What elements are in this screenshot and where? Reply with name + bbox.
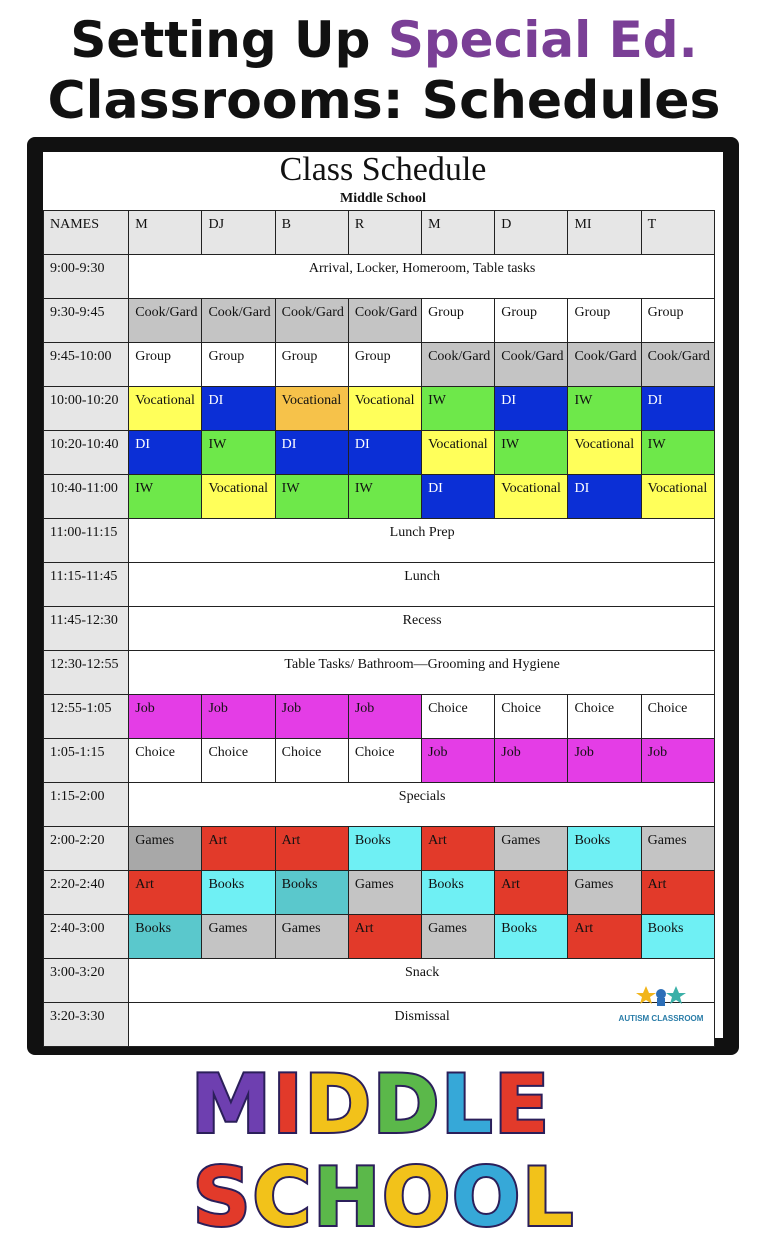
logo-figures-icon (606, 982, 716, 1012)
time-slot-cell: 12:30-12:55 (44, 651, 129, 695)
activity-cell: Group (202, 343, 275, 387)
activity-cell: IW (202, 431, 275, 475)
activity-cell: Choice (202, 739, 275, 783)
activity-cell: Books (641, 915, 714, 959)
activity-cell: IW (348, 475, 421, 519)
whole-class-activity-cell: Lunch Prep (129, 519, 715, 563)
table-row (44, 255, 715, 299)
table-row (44, 651, 715, 695)
table-row (44, 343, 715, 387)
activity-cell: Games (495, 827, 568, 871)
footer-letter: L (522, 1151, 576, 1244)
activity-cell: IW (129, 475, 202, 519)
time-slot-cell: 10:20-10:40 (44, 431, 129, 475)
activity-cell: DI (129, 431, 202, 475)
activity-cell: Vocational (202, 475, 275, 519)
activity-cell: Vocational (568, 431, 641, 475)
document-title: Class Schedule (279, 151, 487, 188)
activity-cell: Games (641, 827, 714, 871)
activity-cell: DI (275, 431, 348, 475)
whole-class-activity-cell: Lunch (129, 563, 715, 607)
activity-cell: Games (275, 915, 348, 959)
activity-cell: Art (495, 871, 568, 915)
footer-letter: I (272, 1058, 305, 1151)
time-slot-cell: 12:55-1:05 (44, 695, 129, 739)
student-column-header: MI (568, 211, 641, 255)
banner-line-1-accent: Special Ed. (387, 11, 698, 69)
whole-class-activity-cell: Arrival, Locker, Homeroom, Table tasks (129, 255, 715, 299)
time-slot-cell: 2:20-2:40 (44, 871, 129, 915)
activity-cell: Cook/Gard (422, 343, 495, 387)
activity-cell: Job (422, 739, 495, 783)
table-row (44, 607, 715, 651)
time-slot-cell: 9:00-9:30 (44, 255, 129, 299)
activity-cell: Art (129, 871, 202, 915)
activity-cell: Choice (641, 695, 714, 739)
footer-banner (0, 1058, 768, 1244)
activity-cell: DI (348, 431, 421, 475)
whole-class-activity-cell: Table Tasks/ Bathroom—Grooming and Hygiene (129, 651, 715, 695)
activity-cell: IW (422, 387, 495, 431)
activity-cell: Games (568, 871, 641, 915)
footer-letter: S (192, 1151, 253, 1244)
activity-cell: DI (568, 475, 641, 519)
time-slot-cell: 3:00-3:20 (44, 959, 129, 1003)
activity-cell: DI (641, 387, 714, 431)
time-slot-cell: 2:40-3:00 (44, 915, 129, 959)
whole-class-activity-cell: Specials (129, 783, 715, 827)
activity-cell: Group (348, 343, 421, 387)
activity-cell: Art (641, 871, 714, 915)
footer-letter: L (441, 1058, 495, 1151)
time-slot-cell: 2:00-2:20 (44, 827, 129, 871)
table-row (44, 563, 715, 607)
activity-cell: Art (202, 827, 275, 871)
footer-letter: E (494, 1058, 551, 1151)
footer-letter: M (191, 1058, 273, 1151)
activity-cell: IW (641, 431, 714, 475)
footer-letter: O (452, 1151, 523, 1244)
table-row (44, 739, 715, 783)
autism-classroom-logo (606, 982, 716, 1030)
activity-cell: Job (129, 695, 202, 739)
activity-cell: Choice (275, 739, 348, 783)
activity-cell: Choice (495, 695, 568, 739)
activity-cell: Books (568, 827, 641, 871)
table-row (44, 475, 715, 519)
time-slot-cell: 11:00-11:15 (44, 519, 129, 563)
student-column-header: M (129, 211, 202, 255)
time-slot-cell: 3:20-3:30 (44, 1003, 129, 1047)
activity-cell: Vocational (129, 387, 202, 431)
activity-cell: IW (275, 475, 348, 519)
table-header-row (44, 211, 715, 255)
activity-cell: Group (495, 299, 568, 343)
logo-text: AUTISM CLASSROOM (618, 1014, 704, 1023)
names-header: NAMES (44, 211, 129, 255)
activity-cell: Group (568, 299, 641, 343)
activity-cell: Cook/Gard (275, 299, 348, 343)
activity-cell: Cook/Gard (348, 299, 421, 343)
student-column-header: B (275, 211, 348, 255)
time-slot-cell: 9:30-9:45 (44, 299, 129, 343)
activity-cell: Choice (422, 695, 495, 739)
student-column-header: D (495, 211, 568, 255)
activity-cell: Games (129, 827, 202, 871)
activity-cell: Books (495, 915, 568, 959)
table-row (44, 299, 715, 343)
activity-cell: IW (495, 431, 568, 475)
time-slot-cell: 10:00-10:20 (44, 387, 129, 431)
footer-letter: O (382, 1151, 453, 1244)
time-slot-cell: 1:15-2:00 (44, 783, 129, 827)
table-row (44, 915, 715, 959)
activity-cell: Group (641, 299, 714, 343)
activity-cell: Job (275, 695, 348, 739)
activity-cell: DI (202, 387, 275, 431)
time-slot-cell: 11:45-12:30 (44, 607, 129, 651)
activity-cell: Art (568, 915, 641, 959)
activity-cell: Job (641, 739, 714, 783)
activity-cell: Vocational (275, 387, 348, 431)
table-row (44, 431, 715, 475)
activity-cell: Vocational (495, 475, 568, 519)
activity-cell: Games (348, 871, 421, 915)
whole-class-activity-cell: Recess (129, 607, 715, 651)
activity-cell: Games (202, 915, 275, 959)
activity-cell: Vocational (348, 387, 421, 431)
table-row (44, 871, 715, 915)
activity-cell: Choice (129, 739, 202, 783)
activity-cell: Group (422, 299, 495, 343)
document-subtitle: Middle School (340, 191, 426, 206)
table-row (44, 519, 715, 563)
time-slot-cell: 11:15-11:45 (44, 563, 129, 607)
banner-line-1 (0, 10, 768, 70)
time-slot-cell: 10:40-11:00 (44, 475, 129, 519)
activity-cell: Choice (348, 739, 421, 783)
activity-cell: Group (129, 343, 202, 387)
student-column-header: DJ (202, 211, 275, 255)
banner-header (0, 0, 768, 138)
activity-cell: IW (568, 387, 641, 431)
footer-letter: D (304, 1058, 373, 1151)
activity-cell: Cook/Gard (568, 343, 641, 387)
activity-cell: DI (495, 387, 568, 431)
footer-letter: C (252, 1151, 314, 1244)
activity-cell: Group (275, 343, 348, 387)
student-column-header: T (641, 211, 714, 255)
table-row (44, 783, 715, 827)
activity-cell: Books (348, 827, 421, 871)
table-row (44, 827, 715, 871)
activity-cell: Job (568, 739, 641, 783)
activity-cell: Books (422, 871, 495, 915)
activity-cell: Games (422, 915, 495, 959)
activity-cell: DI (422, 475, 495, 519)
activity-cell: Cook/Gard (129, 299, 202, 343)
time-slot-cell: 1:05-1:15 (44, 739, 129, 783)
activity-cell: Vocational (422, 431, 495, 475)
footer-letter: D (372, 1058, 442, 1151)
activity-cell: Art (275, 827, 348, 871)
activity-cell: Cook/Gard (495, 343, 568, 387)
student-column-header: M (422, 211, 495, 255)
activity-cell: Cook/Gard (202, 299, 275, 343)
activity-cell: Vocational (641, 475, 714, 519)
activity-cell: Art (422, 827, 495, 871)
banner-line-1-plain: Setting Up (70, 11, 371, 69)
banner-line-2: Classrooms: Schedules (47, 71, 721, 131)
time-slot-cell: 9:45-10:00 (44, 343, 129, 387)
footer-letter: H (313, 1151, 383, 1244)
student-column-header: R (348, 211, 421, 255)
activity-cell: Books (275, 871, 348, 915)
activity-cell: Books (129, 915, 202, 959)
whole-class-activity-cell: Dismissal (129, 1003, 715, 1047)
activity-cell: Choice (568, 695, 641, 739)
activity-cell: Art (348, 915, 421, 959)
activity-cell: Job (348, 695, 421, 739)
whole-class-activity-cell: Snack (129, 959, 715, 1003)
activity-cell: Job (495, 739, 568, 783)
schedule-table (43, 210, 715, 1047)
table-row (44, 695, 715, 739)
activity-cell: Cook/Gard (641, 343, 714, 387)
activity-cell: Job (202, 695, 275, 739)
activity-cell: Books (202, 871, 275, 915)
table-row (44, 387, 715, 431)
